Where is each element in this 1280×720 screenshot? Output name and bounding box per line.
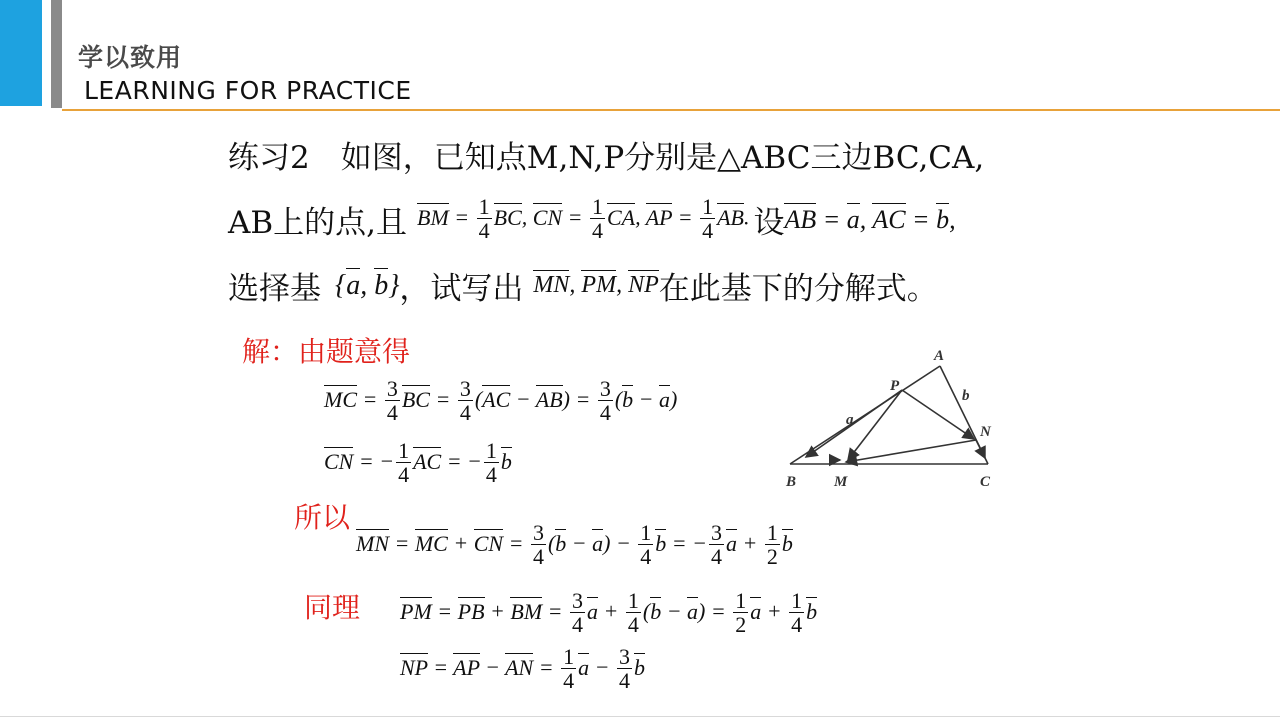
- equation-cn: CN = − $\frac{1}{4}$ AC = − $\frac{1}{4}$ b: [324, 438, 512, 487]
- equation-pm: PM = PB + BM = $\frac{3}{4}$ a + $\frac{1}{4}$ (b − a) = $\frac{1}{2}$ a + $\frac{1}{4}$ b: [400, 588, 818, 637]
- vector-pb: [806, 390, 902, 457]
- problem-line-1: 练习2 如图，已知点M,N,P分别是△ABC三边BC,CA,: [228, 140, 985, 176]
- problem-line-3-suffix: 在此基下的分解式。: [658, 271, 938, 307]
- vector-nm: [846, 440, 976, 462]
- header-divider: [62, 109, 1280, 111]
- section-title-cn: 学以致用: [78, 43, 183, 72]
- label-a-vertex: A: [934, 348, 945, 364]
- label-m: M: [834, 474, 848, 490]
- problem-line-3: [228, 263, 938, 308]
- label-b-vertex: B: [786, 474, 797, 490]
- equation-np: NP = AP − AN = $\frac{1}{4}$ a − $\frac{3}{4}$ b: [400, 644, 645, 693]
- equation-mc: MC = $\frac{3}{4}$ BC = $\frac{3}{4}$ (AC − AB) = $\frac{3}{4}$ (b − a): [324, 376, 678, 425]
- triangle-figure: [770, 340, 1010, 500]
- header-accent-blue: [0, 0, 42, 106]
- target-vectors: MN, PM, NP: [533, 272, 659, 298]
- label-a-vector: a: [846, 412, 854, 428]
- footer-divider: [0, 716, 1280, 717]
- header-accent-grey: [51, 0, 62, 108]
- label-c: C: [980, 474, 991, 490]
- problem-line-3-mid: ，试写出: [399, 271, 524, 307]
- basis-definition: AB = a, AC = b,: [784, 204, 956, 234]
- label-n: N: [980, 424, 991, 440]
- vector-nc: [976, 440, 985, 458]
- label-p: P: [890, 378, 900, 394]
- section-title-en: LEARNING FOR PRACTICE: [84, 76, 412, 105]
- problem-line-2-prefix: AB上的点,且: [228, 205, 408, 241]
- solution-similarly: 同理: [304, 591, 361, 624]
- problem-line-2: [228, 196, 956, 243]
- equation-mn: MN = MC + CN = $\frac{3}{4}$ (b − a) − $\frac{1}{4}$ b = − $\frac{3}{4}$ a + $\frac{1}{2}$ b: [356, 520, 793, 569]
- vector-pm: [848, 390, 902, 460]
- label-b-vector: b: [962, 388, 970, 404]
- solution-so: 所以: [294, 501, 351, 534]
- given-vector-relations: BM = $\frac{1}{4}$ BC, CN = $\frac{1}{4}$ CA, AP = $\frac{1}{4}$ AB.: [417, 194, 750, 243]
- problem-line-2-mid: 设: [753, 205, 785, 241]
- solution-intro: 解：由题意得: [242, 335, 411, 368]
- basis-set: {a, b}: [335, 269, 400, 301]
- problem-line-3-prefix: 选择基: [228, 271, 321, 307]
